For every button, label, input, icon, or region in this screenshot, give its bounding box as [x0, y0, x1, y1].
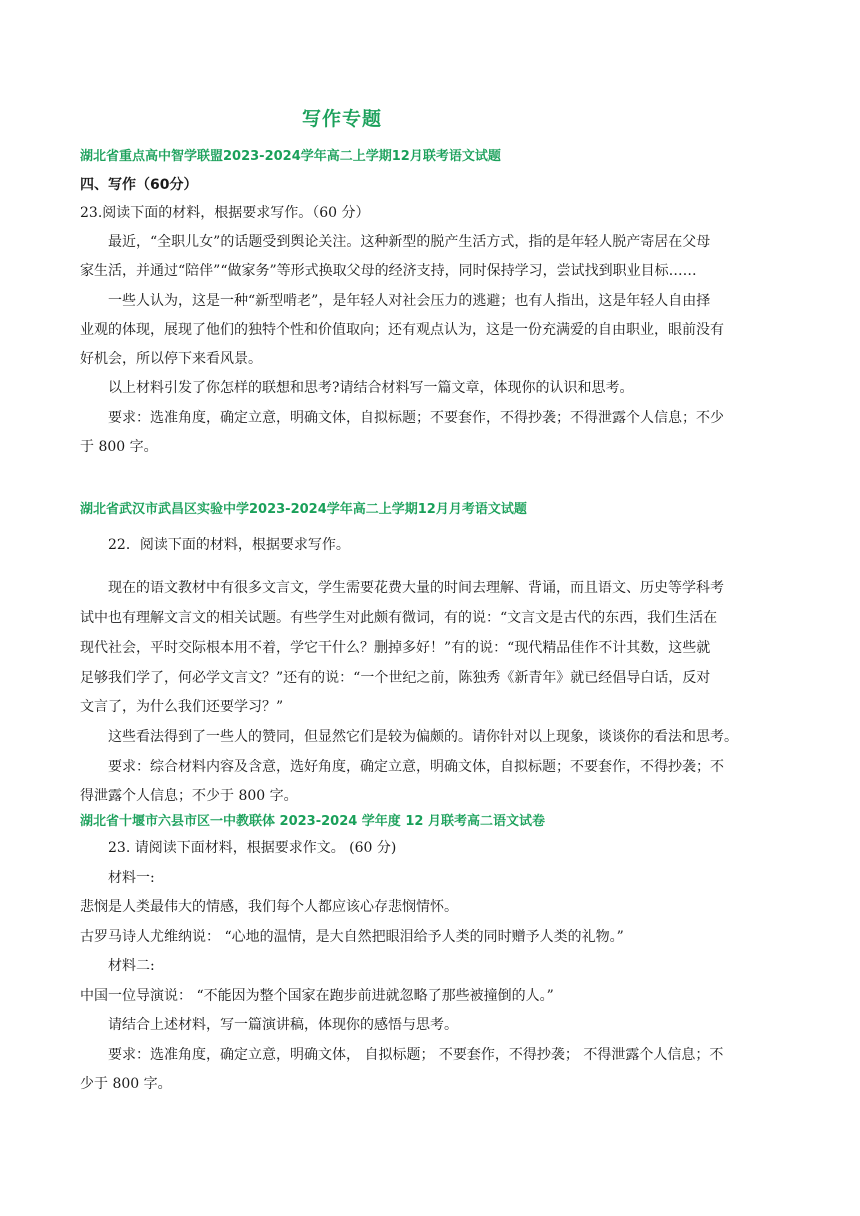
section-3-line: 少于 800 字。 — [80, 1076, 172, 1092]
section-1-line: 一些人认为，这是一种“新型啃老”，是年轻人对社会压力的逃避；也有人指出，这是年轻人自由择 — [108, 293, 711, 309]
section-1-line: 以上材料引发了你怎样的联想和思考?请结合材料写一篇文章，体现你的认识和思考。 — [108, 380, 634, 396]
section-3-line: 古罗马诗人尤维纳说： “心地的温情，是大自然把眼泪给予人类的同时赠予人类的礼物。” — [80, 929, 624, 945]
section-3-line: 中国一位导演说： “不能因为整个国家在跑步前进就忽略了那些被撞倒的人。” — [80, 988, 554, 1004]
section-2-line: 现代社会，平时交际根本用不着，学它干什么？删掉多好！”有的说：“现代精品佳作不计其数，这些就 — [80, 640, 711, 656]
section-3-line: 要求：选准角度，确定立意，明确文体， 自拟标题； 不要套作，不得抄袭； 不得泄露个人信息；不 — [108, 1047, 724, 1063]
section-2-line: 要求：综合材料内容及含意，选好角度，确定立意，明确文体，自拟标题；不要套作，不得抄袭；不 — [108, 759, 724, 775]
section-2-question: 22．阅读下面的材料，根据要求写作。 — [108, 537, 350, 553]
section-3-line: 请结合上述材料，写一篇演讲稿，体现你的感悟与思考。 — [108, 1017, 458, 1033]
section-1-question: 23.阅读下面的材料，根据要求写作。（60 分） — [80, 205, 370, 221]
section-2-line: 试中也有理解文言文的相关试题。有些学生对此颇有微词，有的说：“文言文是古代的东西，我们生活在 — [80, 610, 718, 626]
section-2-line: 文言了，为什么我们还要学习？” — [80, 699, 284, 715]
section-1-part: 四、写作（60分） — [80, 177, 198, 193]
section-3-heading: 湖北省十堰市六县市区一中教联体 2023-2024 学年度 12 月联考高二语文试卷 — [80, 814, 545, 829]
section-1-line: 家生活，并通过“陪伴”“做家务”等形式换取父母的经济支持，同时保持学习，尝试找到职业目标…… — [80, 263, 697, 279]
section-3-line: 材料二: — [108, 958, 155, 974]
section-3-question: 23. 请阅读下面材料，根据要求作文。 (60 分) — [108, 840, 397, 856]
section-1-heading: 湖北省重点高中智学联盟2023-2024学年高二上学期12月联考语文试题 — [80, 149, 501, 164]
section-1-line: 好机会，所以停下来看风景。 — [80, 351, 262, 367]
section-2-line: 这些看法得到了一些人的赞同，但显然它们是较为偏颇的。请你针对以上现象，谈谈你的看法和思考。 — [108, 729, 738, 745]
section-1-line: 要求：选准角度，确定立意，明确文体，自拟标题；不要套作，不得抄袭；不得泄露个人信息；不少 — [108, 410, 724, 426]
section-2-line: 现在的语文教材中有很多文言文，学生需要花费大量的时间去理解、背诵，而且语文、历史等学科考 — [108, 580, 724, 596]
document-title: 写作专题 — [302, 108, 383, 130]
section-1-line: 最近，“全职儿女”的话题受到舆论关注。这种新型的脱产生活方式，指的是年轻人脱产寄居在父母 — [108, 234, 711, 250]
section-2-heading: 湖北省武汉市武昌区实验中学2023-2024学年高二上学期12月月考语文试题 — [80, 502, 527, 517]
section-3-line: 材料一: — [108, 870, 155, 886]
section-2-line: 得泄露个人信息；不少于 800 字。 — [80, 788, 298, 804]
section-1-line: 业观的体现，展现了他们的独特个性和价值取向；还有观点认为，这是一份充满爱的自由职业，眼前没有 — [80, 322, 724, 338]
section-3-line: 悲悯是人类最伟大的情感，我们每个人都应该心存悲悯情怀。 — [80, 899, 458, 915]
section-1-line: 于 800 字。 — [80, 439, 158, 455]
section-2-line: 足够我们学了，何必学文言文？”还有的说：“一个世纪之前，陈独秀《新青年》就已经倡导白话，反对 — [80, 670, 711, 686]
